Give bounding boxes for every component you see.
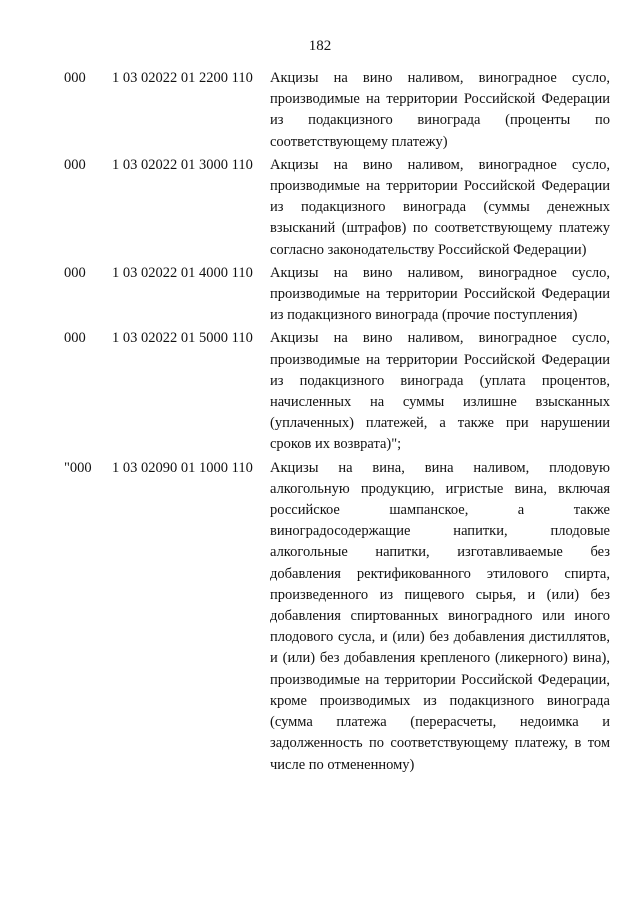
row-description: Акцизы на вино наливом, виноградное сусло, производимые на территории Российской Федерации из подакцизного винограда (проценты по соответствующему платежу) bbox=[270, 70, 610, 150]
admin-code: 000 bbox=[64, 330, 86, 347]
admin-code: 000 bbox=[64, 70, 86, 86]
page-number: 182 bbox=[308, 38, 332, 54]
kbk-code: 1 03 02022 01 5000 110 bbox=[112, 330, 253, 347]
table-row bbox=[64, 328, 620, 455]
row-description: Акцизы на вина, вина наливом, плодовую алкогольную продукцию, игристые вина, включая российское шампанское, а также виноградосодержащие напитки, плодовые алкогольные напитки, изготавливаемые без добавления ректификованного этилового спирта, произведенного из пищевого сырья, и (или) без добавления спиртованных виноградного или иного плодового сусла, и (или) без добавления дистиллятов, и (или) без добавления крепленого (ликерного) вина), производимые на территории Российской Федерации, кроме производимых из подакцизного винограда (сумма платежа (перерасчеты, недоимка и задолженность по соответствующему платежу, в том числе по отмененному) bbox=[270, 459, 610, 773]
row-description: Акцизы на вино наливом, виноградное сусло, производимые на территории Российской Федерации из подакцизного винограда (уплата процентов, начисленных на суммы излишне взысканных (уплаченных) платежей, а также при нарушении сроков их возврата)"; bbox=[270, 330, 610, 453]
table-row bbox=[64, 458, 620, 776]
row-description: Акцизы на вино наливом, виноградное сусло, производимые на территории Российской Федерации из подакцизного винограда (суммы денежных взысканий (штрафов) по соответствующему платежу согласно законодательству Российской Федерации) bbox=[270, 156, 610, 258]
kbk-code: 1 03 02022 01 4000 110 bbox=[112, 264, 253, 281]
kbk-code: 1 03 02022 01 2200 110 bbox=[112, 70, 253, 86]
table-row bbox=[64, 155, 620, 261]
table-row bbox=[64, 263, 620, 327]
table-row bbox=[64, 68, 620, 153]
kbk-code: 1 03 02022 01 3000 110 bbox=[112, 156, 253, 173]
kbk-code: 1 03 02090 01 1000 110 bbox=[112, 459, 253, 476]
admin-code: 000 bbox=[64, 264, 86, 281]
kbk-table bbox=[64, 68, 620, 778]
row-description: Акцизы на вино наливом, виноградное сусло, производимые на территории Российской Федерации из подакцизного винограда (прочие поступления) bbox=[270, 264, 610, 324]
admin-code: 000 bbox=[64, 156, 86, 173]
admin-code: "000 bbox=[64, 459, 92, 476]
